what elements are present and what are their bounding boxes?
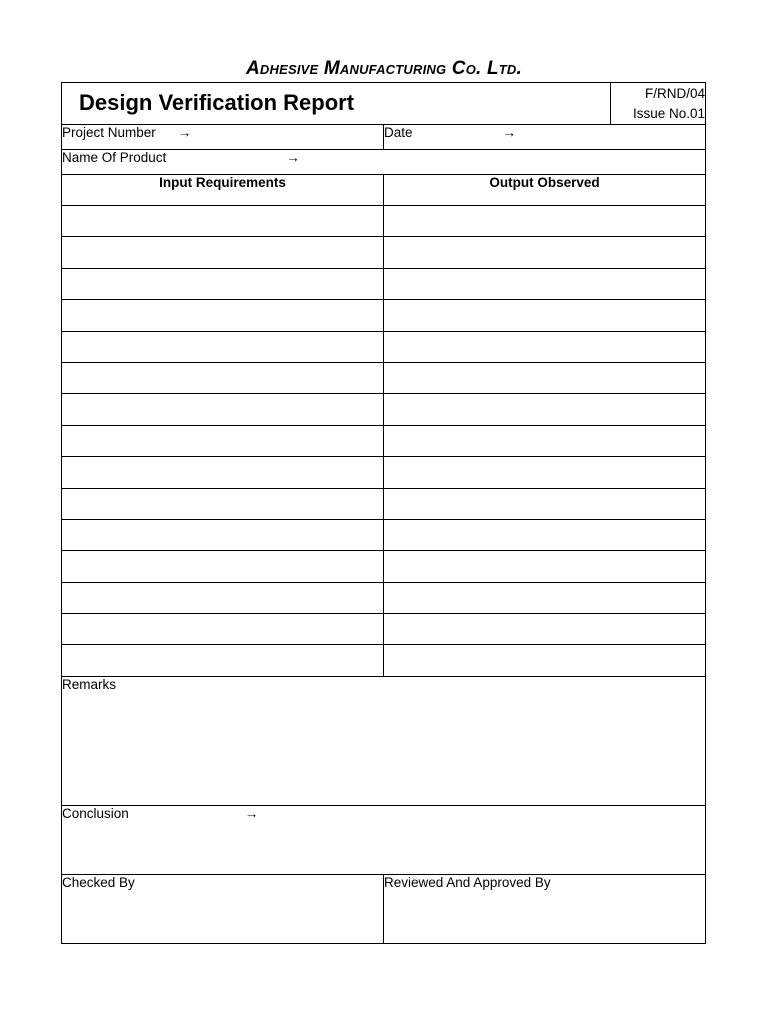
input-requirement-cell[interactable]: [62, 457, 384, 488]
output-observed-cell[interactable]: [384, 488, 706, 519]
input-requirement-cell[interactable]: [62, 394, 384, 425]
input-requirements-header: Input Requirements: [62, 175, 384, 206]
table-row: [62, 362, 706, 393]
form-code-cell: [611, 83, 706, 125]
conclusion-label: Conclusion: [62, 805, 129, 821]
checked-by-field[interactable]: [62, 874, 384, 943]
output-observed-cell[interactable]: [384, 268, 706, 299]
project-number-field[interactable]: [62, 125, 384, 150]
input-requirement-cell[interactable]: [62, 519, 384, 550]
output-observed-header: Output Observed: [384, 175, 706, 206]
checked-by-label: Checked By: [62, 874, 135, 890]
output-observed-cell[interactable]: [384, 394, 706, 425]
table-row: [62, 206, 706, 237]
input-requirement-cell[interactable]: [62, 425, 384, 456]
input-requirement-cell[interactable]: [62, 488, 384, 519]
output-observed-cell[interactable]: [384, 425, 706, 456]
input-requirement-cell[interactable]: [62, 645, 384, 676]
table-row: [62, 457, 706, 488]
remarks-field[interactable]: [62, 676, 706, 805]
title-cell: [62, 83, 611, 125]
arrow-icon: →: [502, 125, 517, 140]
verification-form: [61, 82, 706, 944]
arrow-icon: →: [244, 805, 259, 821]
output-observed-cell[interactable]: [384, 582, 706, 613]
form-code: F/RND/04: [644, 86, 705, 101]
reviewed-by-label: Reviewed And Approved By: [384, 874, 551, 890]
output-observed-cell[interactable]: [384, 300, 706, 331]
table-row: [62, 425, 706, 456]
output-observed-cell[interactable]: [384, 206, 706, 237]
table-row: [62, 519, 706, 550]
arrow-icon: →: [177, 125, 192, 140]
table-row: [62, 237, 706, 268]
input-requirement-cell[interactable]: [62, 362, 384, 393]
remarks-label: Remarks: [62, 676, 117, 692]
output-observed-cell[interactable]: [384, 331, 706, 362]
input-requirement-cell[interactable]: [62, 206, 384, 237]
table-row: [62, 614, 706, 645]
output-observed-cell[interactable]: [384, 457, 706, 488]
input-requirement-cell[interactable]: [62, 614, 384, 645]
input-requirement-cell[interactable]: [62, 237, 384, 268]
table-row: [62, 300, 706, 331]
output-observed-cell[interactable]: [384, 614, 706, 645]
output-observed-cell[interactable]: [384, 362, 706, 393]
conclusion-field[interactable]: [62, 805, 706, 874]
date-field[interactable]: [384, 125, 706, 150]
table-row: [62, 331, 706, 362]
table-row: [62, 488, 706, 519]
date-label: Date: [384, 125, 413, 140]
form-title: Design Verification Report: [79, 90, 355, 115]
input-requirement-cell[interactable]: [62, 300, 384, 331]
reviewed-by-field[interactable]: [384, 874, 706, 943]
arrow-icon: →: [286, 150, 300, 165]
input-requirement-cell[interactable]: [62, 582, 384, 613]
table-row: [62, 394, 706, 425]
input-requirement-cell[interactable]: [62, 268, 384, 299]
issue-number: Issue No.01: [632, 106, 705, 121]
table-row: [62, 551, 706, 582]
input-requirement-cell[interactable]: [62, 551, 384, 582]
product-name-field[interactable]: [62, 150, 706, 175]
input-requirement-cell[interactable]: [62, 331, 384, 362]
output-observed-cell[interactable]: [384, 519, 706, 550]
company-name: Adhesive Manufacturing Co. Ltd.: [246, 58, 522, 79]
output-observed-cell[interactable]: [384, 551, 706, 582]
product-name-label: Name Of Product: [62, 150, 167, 165]
table-row: [62, 582, 706, 613]
project-number-label: Project Number: [62, 125, 156, 140]
output-observed-cell[interactable]: [384, 645, 706, 676]
table-row: [62, 268, 706, 299]
table-row: [62, 645, 706, 676]
output-observed-cell[interactable]: [384, 237, 706, 268]
